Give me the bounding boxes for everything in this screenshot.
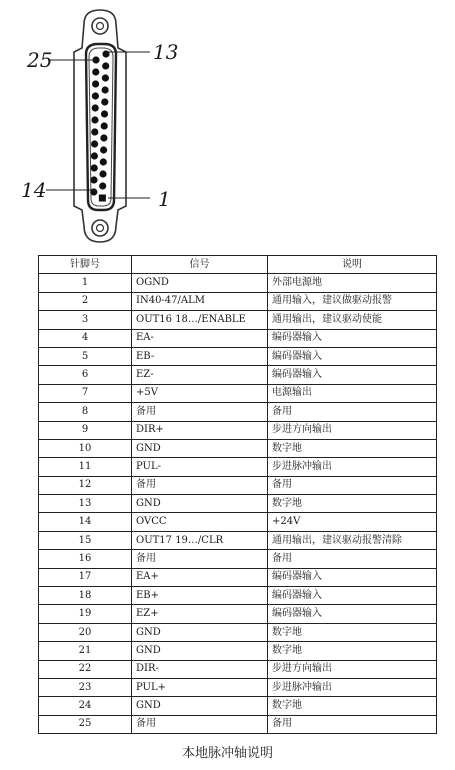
signal-cell: 备用 bbox=[132, 715, 268, 733]
pin-label-14: 14 bbox=[21, 178, 47, 202]
table-header-row bbox=[39, 256, 437, 274]
pin-cell: 20 bbox=[39, 623, 132, 641]
pin-dot bbox=[99, 170, 106, 177]
pin-cell: 10 bbox=[39, 439, 132, 457]
table-row bbox=[39, 642, 437, 660]
mounting-hole-top bbox=[92, 18, 108, 34]
description-cell: 电源输出 bbox=[268, 384, 437, 402]
header-pin: 针脚号 bbox=[39, 256, 132, 274]
table-row bbox=[39, 347, 437, 365]
pin-dot bbox=[102, 50, 109, 57]
pin-dot bbox=[92, 92, 99, 99]
pin-cell: 13 bbox=[39, 495, 132, 513]
signal-cell: EB- bbox=[132, 347, 268, 365]
signal-cell: PUL- bbox=[132, 458, 268, 476]
description-cell: 数字地 bbox=[268, 439, 437, 457]
pin-dot bbox=[101, 98, 108, 105]
pin-dot bbox=[90, 188, 97, 195]
pin-cell: 12 bbox=[39, 476, 132, 494]
pin-cell: 21 bbox=[39, 642, 132, 660]
description-cell: 备用 bbox=[268, 403, 437, 421]
pin-dot bbox=[100, 134, 107, 141]
table-row bbox=[39, 476, 437, 494]
pin-label-25: 25 bbox=[27, 48, 53, 72]
pin-cell: 4 bbox=[39, 329, 132, 347]
table-row bbox=[39, 660, 437, 678]
pin-cell: 6 bbox=[39, 366, 132, 384]
pin-dot bbox=[91, 140, 98, 147]
description-cell: 备用 bbox=[268, 550, 437, 568]
pin-dot bbox=[102, 86, 109, 93]
table-row bbox=[39, 384, 437, 402]
pin-dot bbox=[100, 146, 107, 153]
table-row bbox=[39, 513, 437, 531]
pin-cell: 11 bbox=[39, 458, 132, 476]
signal-cell: OUT16 18…/ENABLE bbox=[132, 311, 268, 329]
pin-dot bbox=[99, 182, 106, 189]
signal-cell: GND bbox=[132, 697, 268, 715]
mounting-hole-top-inner bbox=[97, 23, 104, 30]
description-cell: 编码器输入 bbox=[268, 329, 437, 347]
header-description: 说明 bbox=[268, 256, 437, 274]
signal-cell: EZ- bbox=[132, 366, 268, 384]
pin-cell: 8 bbox=[39, 403, 132, 421]
mounting-hole-bottom bbox=[92, 220, 108, 236]
description-cell: 备用 bbox=[268, 715, 437, 733]
table-row bbox=[39, 678, 437, 696]
table-row bbox=[39, 274, 437, 292]
signal-cell: IN40-47/ALM bbox=[132, 292, 268, 310]
pin-cell: 22 bbox=[39, 660, 132, 678]
db25-connector-diagram bbox=[0, 0, 455, 250]
pin-dot bbox=[90, 176, 97, 183]
pin-label-13: 13 bbox=[153, 40, 179, 64]
pin-dot bbox=[101, 110, 108, 117]
pin-dot bbox=[91, 164, 98, 171]
signal-cell: GND bbox=[132, 642, 268, 660]
description-cell: 编码器输入 bbox=[268, 605, 437, 623]
description-cell: 数字地 bbox=[268, 495, 437, 513]
table-row bbox=[39, 366, 437, 384]
pin-dot bbox=[91, 116, 98, 123]
signal-cell: DIR- bbox=[132, 660, 268, 678]
description-cell: 编码器输入 bbox=[268, 587, 437, 605]
description-cell: 步进脉冲输出 bbox=[268, 678, 437, 696]
signal-cell: 备用 bbox=[132, 550, 268, 568]
pin-dot bbox=[92, 80, 99, 87]
pin-cell: 16 bbox=[39, 550, 132, 568]
description-cell: 步进方向输出 bbox=[268, 660, 437, 678]
table-row bbox=[39, 495, 437, 513]
table-row bbox=[39, 697, 437, 715]
pin-dot bbox=[91, 152, 98, 159]
signal-cell: DIR+ bbox=[132, 421, 268, 439]
pin-dot bbox=[101, 122, 108, 129]
table-row bbox=[39, 403, 437, 421]
signal-cell: GND bbox=[132, 439, 268, 457]
table-row bbox=[39, 311, 437, 329]
table-row bbox=[39, 605, 437, 623]
signal-cell: PUL+ bbox=[132, 678, 268, 696]
description-cell: 数字地 bbox=[268, 697, 437, 715]
table-row bbox=[39, 715, 437, 733]
pin-cell: 17 bbox=[39, 568, 132, 586]
pin-cell: 23 bbox=[39, 678, 132, 696]
pin-cell: 7 bbox=[39, 384, 132, 402]
pin-dot bbox=[91, 128, 98, 135]
table-row bbox=[39, 623, 437, 641]
description-cell: 备用 bbox=[268, 476, 437, 494]
table-row bbox=[39, 292, 437, 310]
mounting-hole-bottom-inner bbox=[97, 225, 104, 232]
pin-dot bbox=[92, 68, 99, 75]
table-row bbox=[39, 421, 437, 439]
description-cell: 步进脉冲输出 bbox=[268, 458, 437, 476]
description-cell: 通用输出，建议驱动使能 bbox=[268, 311, 437, 329]
pin-dot bbox=[100, 158, 107, 165]
description-cell: 通用输出，建议驱动报警清除 bbox=[268, 531, 437, 549]
table-row bbox=[39, 531, 437, 549]
pin-dot bbox=[92, 104, 99, 111]
pin-cell: 18 bbox=[39, 587, 132, 605]
pin-cell: 9 bbox=[39, 421, 132, 439]
description-cell: 编码器输入 bbox=[268, 366, 437, 384]
pin-label-1: 1 bbox=[158, 187, 171, 211]
pin-cell: 2 bbox=[39, 292, 132, 310]
description-cell: 编码器输入 bbox=[268, 568, 437, 586]
pin-definition-table bbox=[38, 255, 437, 734]
db25-connector-drawing bbox=[0, 0, 455, 250]
figure-caption: 本地脉冲轴说明 bbox=[181, 746, 273, 761]
pin-cell: 1 bbox=[39, 274, 132, 292]
signal-cell: EA+ bbox=[132, 568, 268, 586]
signal-cell: 备用 bbox=[132, 403, 268, 421]
signal-cell: GND bbox=[132, 495, 268, 513]
pin-dot bbox=[99, 195, 106, 202]
table-body bbox=[39, 274, 437, 734]
pin-cell: 25 bbox=[39, 715, 132, 733]
header-signal: 信号 bbox=[132, 256, 268, 274]
signal-cell: EA- bbox=[132, 329, 268, 347]
pin-cell: 3 bbox=[39, 311, 132, 329]
connector-pins bbox=[90, 50, 109, 201]
table-row bbox=[39, 568, 437, 586]
signal-cell: OGND bbox=[132, 274, 268, 292]
pin-cell: 24 bbox=[39, 697, 132, 715]
signal-cell: EB+ bbox=[132, 587, 268, 605]
description-cell: 数字地 bbox=[268, 623, 437, 641]
description-cell: 步进方向输出 bbox=[268, 421, 437, 439]
pin-cell: 5 bbox=[39, 347, 132, 365]
description-cell: 编码器输入 bbox=[268, 347, 437, 365]
table-row bbox=[39, 458, 437, 476]
pin-cell: 14 bbox=[39, 513, 132, 531]
table-row bbox=[39, 439, 437, 457]
description-cell: +24V bbox=[268, 513, 437, 531]
description-cell: 数字地 bbox=[268, 642, 437, 660]
pin-cell: 15 bbox=[39, 531, 132, 549]
pin-cell: 19 bbox=[39, 605, 132, 623]
table-row bbox=[39, 550, 437, 568]
signal-cell: GND bbox=[132, 623, 268, 641]
signal-cell: OUT17 19…/CLR bbox=[132, 531, 268, 549]
description-cell: 通用输入，建议做驱动报警 bbox=[268, 292, 437, 310]
table-row bbox=[39, 587, 437, 605]
signal-cell: OVCC bbox=[132, 513, 268, 531]
table-row bbox=[39, 329, 437, 347]
description-cell: 外部电源地 bbox=[268, 274, 437, 292]
pin-dot bbox=[102, 62, 109, 69]
signal-cell: +5V bbox=[132, 384, 268, 402]
signal-cell: 备用 bbox=[132, 476, 268, 494]
pin-dot bbox=[102, 74, 109, 81]
signal-cell: EZ+ bbox=[132, 605, 268, 623]
